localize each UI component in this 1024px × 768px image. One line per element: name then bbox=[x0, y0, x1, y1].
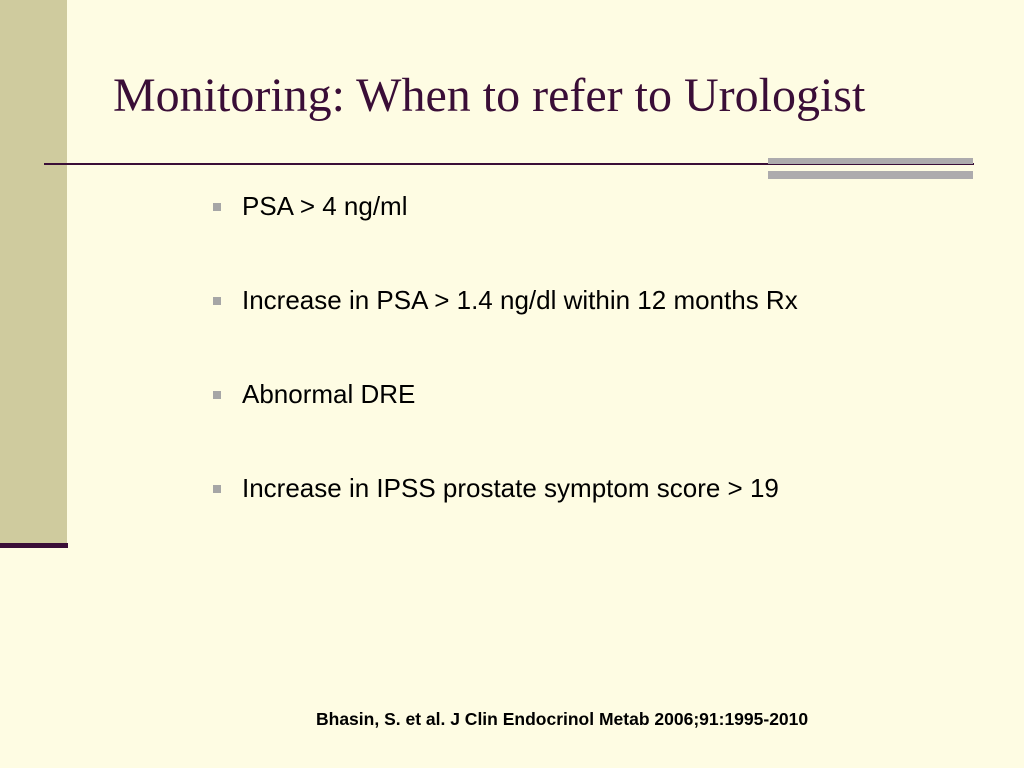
title-rule-accent-lower bbox=[768, 171, 973, 179]
bullet-item bbox=[213, 280, 798, 374]
bullet-text: PSA > 4 ng/ml bbox=[242, 191, 408, 221]
bullet-item bbox=[213, 186, 798, 280]
left-decorative-band bbox=[0, 0, 67, 545]
square-bullet-icon bbox=[213, 297, 221, 305]
citation: Bhasin, S. et al. J Clin Endocrinol Metab 2006;91:1995-2010 bbox=[316, 709, 809, 729]
square-bullet-icon bbox=[213, 485, 221, 493]
bullet-text: Increase in IPSS prostate symptom score > 19 bbox=[242, 473, 779, 503]
bullet-item bbox=[213, 468, 798, 562]
title-rule-accent-upper bbox=[768, 158, 973, 164]
left-band-rule bbox=[0, 543, 68, 548]
square-bullet-icon bbox=[213, 203, 221, 211]
square-bullet-icon bbox=[213, 391, 221, 399]
bullet-list bbox=[213, 186, 798, 562]
bullet-text: Increase in PSA > 1.4 ng/dl within 12 months Rx bbox=[242, 285, 798, 315]
slide-title: Monitoring: When to refer to Urologist bbox=[113, 69, 866, 122]
bullet-item bbox=[213, 374, 798, 468]
bullet-text: Abnormal DRE bbox=[242, 379, 416, 409]
